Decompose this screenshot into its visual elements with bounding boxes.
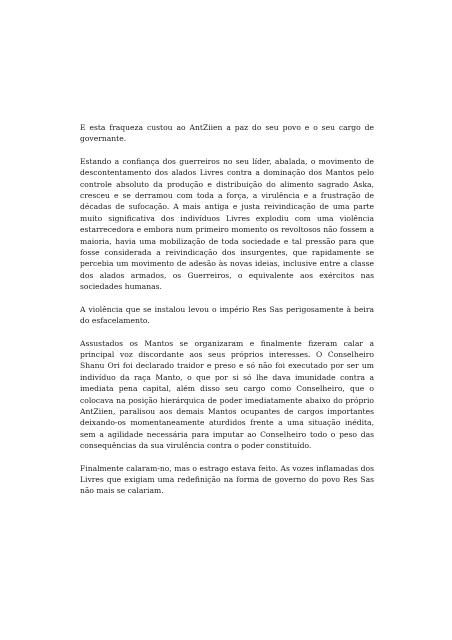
paragraph-3: A violência que se instalou levou o império Res Sas perigosamente à beira do esfacelamento.	[80, 304, 374, 326]
paragraph-2: Estando a confiança dos guerreiros no seu líder, abalada, o movimento de descontentamento dos alados Livres contra a dominação dos Mantos pelo controle absoluto da produção e distribuição do alimento sagrado Aska, cresceu e se derramou com toda a força, a virulência e a frustração de décadas de sufocação. A mais antiga e justa reivindicação de uma parte muito significativa dos indivíduos Livres explodiu com uma violência estarrecedora e embora num primeiro momento os revoltosos não fossem a maioria, havia uma mobilização de toda sociedade e tal pressão para que fosse considerada a reivindicação dos insurgentes, que rapidamente se percebia um movimento de adesão às novas ideias, inclusive entre a classe dos alados armados, os Guerreiros, o equivalente aos exércitos nas sociedades humanas.	[80, 156, 374, 292]
document-body	[80, 122, 374, 508]
paragraph-5: Finalmente calaram-no, mas o estrago estava feito. As vozes inflamadas dos Livres que exigiam uma redefinição na forma de governo do povo Res Sas não mais se calariam.	[80, 463, 374, 496]
paragraph-1: E esta fraqueza custou ao AntZiien a paz do seu povo e o seu cargo de governante.	[80, 123, 374, 144]
paragraph-4: Assustados os Mantos se organizaram e finalmente fizeram calar a principal voz discordante aos seus próprios interesses. O Conselheiro Shanu Ori foi declarado traidor e preso e só não foi executado por ser um indivíduo da raça Manto, o que por si só lhe dava imunidade contra a imediata pena capital, além disso seu cargo como Conselheiro, que o colocava na posição hierárquica de poder imediatamente abaixo do próprio AntZiien, paralisou aos demais Mantos ocupantes de cargos importantes deixando-os momentaneamente aturdidos frente a uma situação inédita, sem a agilidade necessária para imputar ao Conselheiro todo o peso das consequências da sua virulência contra o poder constituído.	[80, 338, 374, 451]
